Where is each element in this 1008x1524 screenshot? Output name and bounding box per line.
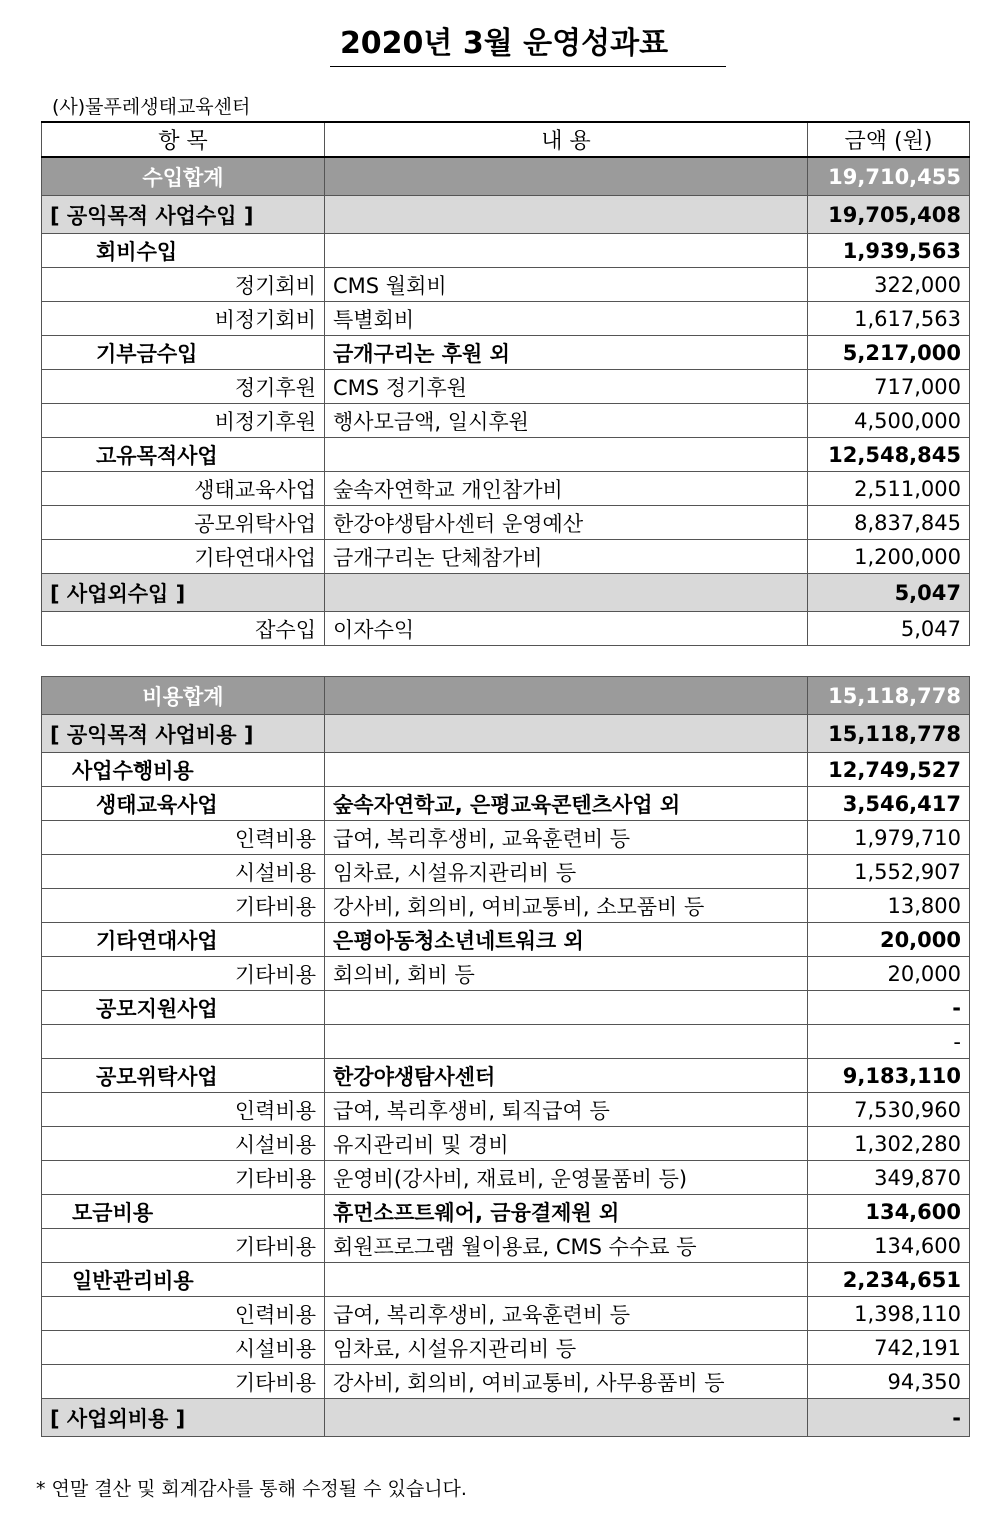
table-row [42, 753, 970, 787]
row-label: 정기회비 [42, 268, 325, 302]
row-amount: 1,552,907 [808, 855, 970, 889]
row-label: [ 사업외비용 ] [42, 1399, 325, 1437]
title-underline [330, 66, 726, 67]
row-amount: 1,939,563 [808, 234, 970, 268]
row-label: 사업수행비용 [42, 753, 325, 787]
table-row [42, 957, 970, 991]
row-description: 급여, 복리후생비, 교육훈련비 등 [325, 1297, 808, 1331]
row-label: 일반관리비용 [42, 1263, 325, 1297]
row-label: 생태교육사업 [42, 472, 325, 506]
row-description: 금개구리논 단체참가비 [325, 540, 808, 574]
row-amount: - [808, 1399, 970, 1437]
row-description: 숲속자연학교, 은평교육콘텐츠사업 외 [325, 787, 808, 821]
row-amount: 5,047 [808, 574, 970, 612]
income-table [41, 121, 970, 646]
header-content: 내 용 [325, 122, 808, 157]
row-amount: 349,870 [808, 1161, 970, 1195]
row-description: 회의비, 회비 등 [325, 957, 808, 991]
expense-table [41, 676, 970, 1437]
row-amount: 8,837,845 [808, 506, 970, 540]
row-label: 기타연대사업 [42, 923, 325, 957]
row-label: 공모위탁사업 [42, 1059, 325, 1093]
table-row [42, 1297, 970, 1331]
table-row [42, 574, 970, 612]
row-amount: 20,000 [808, 923, 970, 957]
row-label: 기타비용 [42, 1365, 325, 1399]
row-amount: 15,118,778 [808, 715, 970, 753]
table-row [42, 787, 970, 821]
row-label: 비용합계 [42, 677, 325, 715]
row-description: 강사비, 회의비, 여비교통비, 사무용품비 등 [325, 1365, 808, 1399]
row-amount: 12,548,845 [808, 438, 970, 472]
table-row [42, 1365, 970, 1399]
row-amount: 20,000 [808, 957, 970, 991]
table-row [42, 677, 970, 715]
row-description: 은평아동청소년네트워크 외 [325, 923, 808, 957]
row-label: 기타비용 [42, 1229, 325, 1263]
row-amount: 19,705,408 [808, 196, 970, 234]
row-amount: 5,047 [808, 612, 970, 646]
row-label: [ 공익목적 사업비용 ] [42, 715, 325, 753]
page-title: 2020년 3월 운영성과표 [339, 26, 669, 61]
row-label: [ 공익목적 사업수입 ] [42, 196, 325, 234]
row-label: 인력비용 [42, 821, 325, 855]
row-label: 모금비용 [42, 1195, 325, 1229]
row-description: 이자수익 [325, 612, 808, 646]
row-label: 공모지원사업 [42, 991, 325, 1025]
row-amount: 7,530,960 [808, 1093, 970, 1127]
footnote: * 연말 결산 및 회계감사를 통해 수정될 수 있습니다. [36, 1478, 467, 1500]
table-row [42, 855, 970, 889]
row-amount: 5,217,000 [808, 336, 970, 370]
row-label: 기타비용 [42, 957, 325, 991]
row-description: 휴먼소프트웨어, 금융결제원 외 [325, 1195, 808, 1229]
row-amount: 13,800 [808, 889, 970, 923]
header-item: 항 목 [42, 122, 325, 157]
row-label: [ 사업외수입 ] [42, 574, 325, 612]
row-label: 수입합계 [42, 157, 325, 196]
row-label: 고유목적사업 [42, 438, 325, 472]
table-row [42, 370, 970, 404]
table-row [42, 336, 970, 370]
table-row [42, 196, 970, 234]
table-row [42, 821, 970, 855]
row-amount: - [808, 1025, 970, 1059]
row-description: 임차료, 시설유지관리비 등 [325, 1331, 808, 1365]
row-description [325, 1025, 808, 1059]
row-label: 생태교육사업 [42, 787, 325, 821]
row-amount: 4,500,000 [808, 404, 970, 438]
row-label: 기타비용 [42, 889, 325, 923]
row-label: 잡수입 [42, 612, 325, 646]
table-row [42, 1195, 970, 1229]
table-row [42, 1399, 970, 1437]
table-row [42, 1127, 970, 1161]
row-description: 한강야생탐사센터 [325, 1059, 808, 1093]
row-description [325, 574, 808, 612]
row-description: 행사모금액, 일시후원 [325, 404, 808, 438]
table-row [42, 923, 970, 957]
table-row [42, 889, 970, 923]
row-description [325, 753, 808, 787]
row-amount: 12,749,527 [808, 753, 970, 787]
table-row [42, 234, 970, 268]
table-row [42, 472, 970, 506]
row-description: 숲속자연학교 개인참가비 [325, 472, 808, 506]
table-row [42, 540, 970, 574]
row-label: 회비수입 [42, 234, 325, 268]
row-amount: 134,600 [808, 1195, 970, 1229]
row-amount: - [808, 991, 970, 1025]
row-description: 특별회비 [325, 302, 808, 336]
row-description [325, 677, 808, 715]
organization-name: (사)물푸레생태교육센터 [52, 96, 251, 118]
table-row [42, 1263, 970, 1297]
row-description: CMS 정기후원 [325, 370, 808, 404]
row-label: 시설비용 [42, 1127, 325, 1161]
row-label: 공모위탁사업 [42, 506, 325, 540]
row-amount: 2,234,651 [808, 1263, 970, 1297]
row-label: 인력비용 [42, 1297, 325, 1331]
table-row [42, 268, 970, 302]
row-label: 비정기후원 [42, 404, 325, 438]
table-row [42, 404, 970, 438]
table-row [42, 1161, 970, 1195]
row-amount: 1,200,000 [808, 540, 970, 574]
row-amount: 15,118,778 [808, 677, 970, 715]
row-amount: 322,000 [808, 268, 970, 302]
table-row [42, 1059, 970, 1093]
row-description [325, 1263, 808, 1297]
row-label: 정기후원 [42, 370, 325, 404]
table-row [42, 506, 970, 540]
row-description [325, 196, 808, 234]
row-amount: 134,600 [808, 1229, 970, 1263]
row-amount: 1,398,110 [808, 1297, 970, 1331]
row-amount: 2,511,000 [808, 472, 970, 506]
table-row [42, 715, 970, 753]
row-description [325, 715, 808, 753]
row-amount: 1,979,710 [808, 821, 970, 855]
table-row [42, 302, 970, 336]
row-amount: 19,710,455 [808, 157, 970, 196]
table-header [42, 122, 970, 157]
row-description: 한강야생탐사센터 운영예산 [325, 506, 808, 540]
row-description: 운영비(강사비, 재료비, 운영물품비 등) [325, 1161, 808, 1195]
row-amount: 717,000 [808, 370, 970, 404]
row-label [42, 1025, 325, 1059]
row-amount: 3,546,417 [808, 787, 970, 821]
row-description: 회원프로그램 월이용료, CMS 수수료 등 [325, 1229, 808, 1263]
row-description: CMS 월회비 [325, 268, 808, 302]
row-label: 시설비용 [42, 1331, 325, 1365]
table-row [42, 1229, 970, 1263]
row-label: 비정기회비 [42, 302, 325, 336]
row-label: 기부금수입 [42, 336, 325, 370]
header-amount: 금액 (원) [808, 122, 970, 157]
row-amount: 1,617,563 [808, 302, 970, 336]
table-row [42, 991, 970, 1025]
row-label: 인력비용 [42, 1093, 325, 1127]
row-label: 기타비용 [42, 1161, 325, 1195]
row-amount: 9,183,110 [808, 1059, 970, 1093]
row-amount: 742,191 [808, 1331, 970, 1365]
table-row [42, 1025, 970, 1059]
row-description: 유지관리비 및 경비 [325, 1127, 808, 1161]
table-row [42, 438, 970, 472]
row-description: 금개구리논 후원 외 [325, 336, 808, 370]
row-description: 강사비, 회의비, 여비교통비, 소모품비 등 [325, 889, 808, 923]
table-row [42, 157, 970, 196]
row-description [325, 1399, 808, 1437]
row-description: 임차료, 시설유지관리비 등 [325, 855, 808, 889]
row-amount: 1,302,280 [808, 1127, 970, 1161]
row-description: 급여, 복리후생비, 퇴직급여 등 [325, 1093, 808, 1127]
row-description [325, 234, 808, 268]
row-description [325, 157, 808, 196]
row-description [325, 438, 808, 472]
table-row [42, 612, 970, 646]
table-row [42, 1331, 970, 1365]
row-description [325, 991, 808, 1025]
table-row [42, 1093, 970, 1127]
row-description: 급여, 복리후생비, 교육훈련비 등 [325, 821, 808, 855]
row-label: 기타연대사업 [42, 540, 325, 574]
row-amount: 94,350 [808, 1365, 970, 1399]
row-label: 시설비용 [42, 855, 325, 889]
